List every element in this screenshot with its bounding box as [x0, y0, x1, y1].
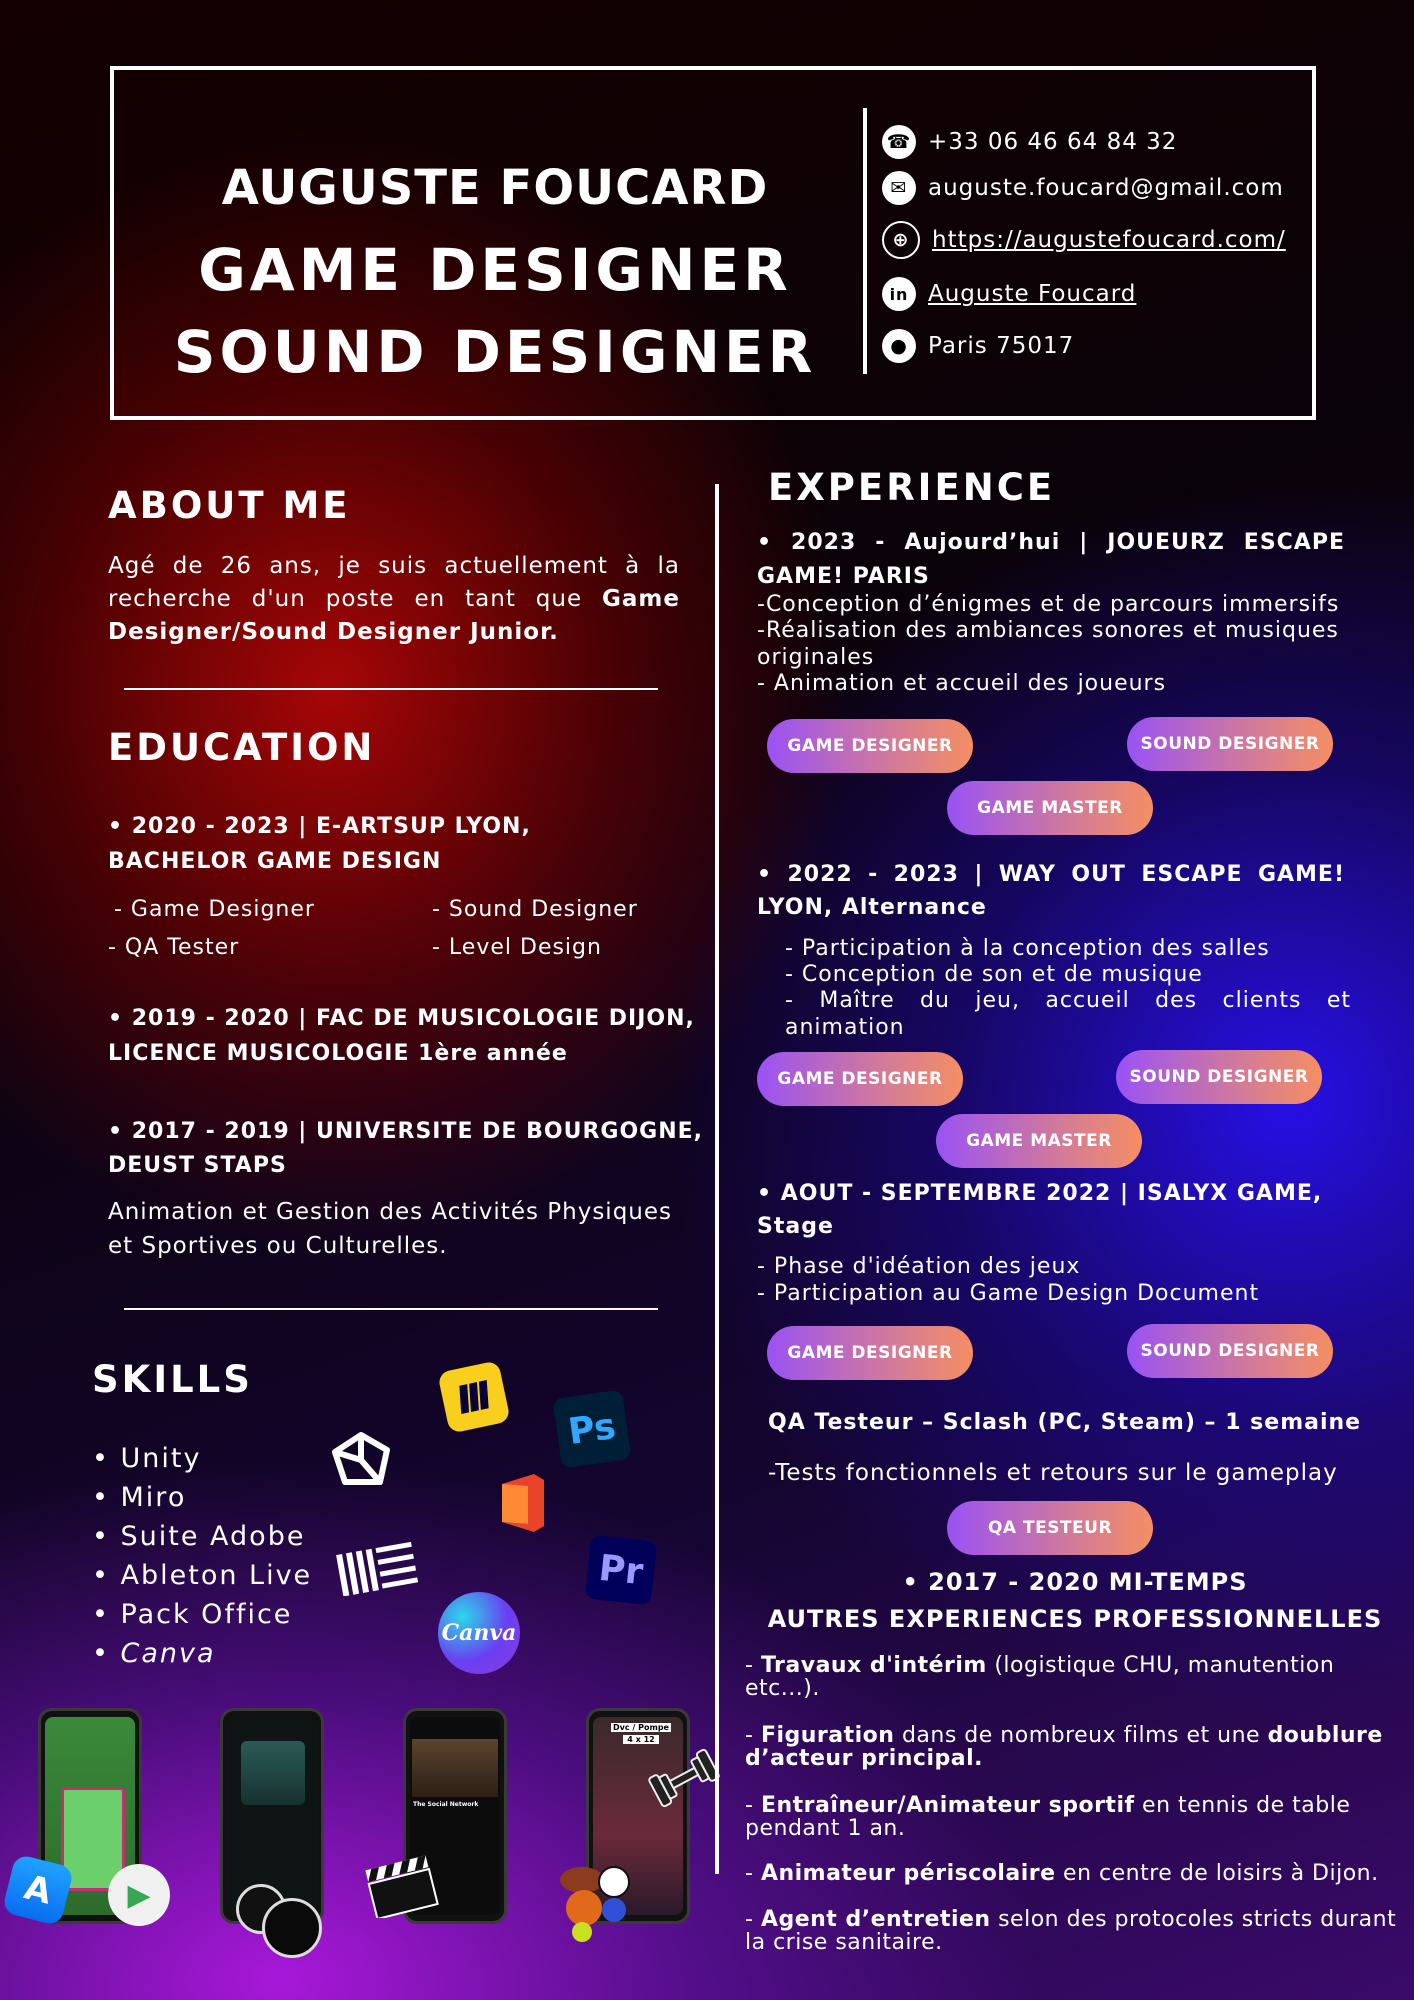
- edu-3-desc-2: et Sportives ou Culturelles.: [108, 1233, 448, 1259]
- other-exp-item: [745, 1794, 1405, 1840]
- about-divider: [124, 688, 658, 690]
- email-address: auguste.foucard@gmail.com: [928, 175, 1284, 201]
- miro-logo-icon: [437, 1360, 511, 1434]
- job-4-head: QA Testeur – Sclash (PC, Steam) – 1 semaine: [768, 1410, 1362, 1435]
- skills-title: SKILLS: [92, 1358, 253, 1401]
- job-1-head1: • 2023 - Aujourd’hui | JOUEURZ ESCAPE: [757, 530, 1345, 555]
- album-art: [241, 1741, 305, 1805]
- contact-phone: [882, 124, 1177, 160]
- other-exp-rest: dans de nombreux films et une: [894, 1723, 1268, 1748]
- other-exp-item: [745, 1862, 1405, 1885]
- website-link[interactable]: https://augustefoucard.com/: [932, 227, 1286, 253]
- column-divider: [715, 484, 719, 1874]
- edu-2-head2: LICENCE MUSICOLOGIE 1ère année: [108, 1041, 568, 1066]
- job-2-line-2: - Conception de son et de musique: [785, 962, 1203, 987]
- app-store-icon: A: [2, 1854, 75, 1927]
- job-3-head1: • AOUT - SEPTEMBRE 2022 | ISALYX GAME,: [757, 1181, 1323, 1206]
- tag-game-master: GAME MASTER: [947, 781, 1153, 835]
- clapperboard-icon: [364, 1852, 440, 1918]
- about-title: ABOUT ME: [108, 484, 351, 527]
- tag-sound-designer: SOUND DESIGNER: [1116, 1050, 1322, 1104]
- other-exp-bold: Agent d’entretien: [760, 1907, 991, 1932]
- edu-3-desc-1: Animation et Gestion des Activités Physiques: [108, 1199, 673, 1225]
- other-exp-bold-2: doublure d’acteur principal.: [745, 1723, 1383, 1771]
- other-exp-bold: Figuration: [760, 1723, 895, 1748]
- edu-2-head1: • 2019 - 2020 | FAC DE MUSICOLOGIE DIJON,: [108, 1006, 695, 1031]
- mail-icon: ✉: [882, 171, 916, 205]
- tag-sound-designer: SOUND DESIGNER: [1127, 1324, 1333, 1378]
- edu-1-head1: • 2020 - 2023 | E-ARTSUP LYON,: [108, 814, 531, 839]
- bullet-dash: -: [745, 1653, 761, 1678]
- education-divider: [124, 1308, 658, 1310]
- job-3-head2: Stage: [757, 1214, 834, 1239]
- edu-1-sub-2: - Sound Designer: [432, 897, 638, 922]
- job-1-head2: GAME! PARIS: [757, 564, 930, 589]
- workout-reps: 4 x 12: [623, 1735, 659, 1744]
- skill-unity: • Unity: [92, 1443, 202, 1474]
- job-2-head2: LYON, Alternance: [757, 895, 987, 920]
- role-title-1: GAME DESIGNER: [198, 236, 792, 304]
- other-exp-bold: Entraîneur/Animateur sportif: [760, 1793, 1135, 1818]
- location-pin-icon: ●: [882, 329, 916, 363]
- edu-3-head1: • 2017 - 2019 | UNIVERSITE DE BOURGOGNE,: [108, 1119, 704, 1144]
- job-3-line-1: - Phase d'idéation des jeux: [757, 1254, 1081, 1279]
- workout-title: Dvc / Pompe: [611, 1723, 671, 1732]
- other-exp-bold: Travaux d'intérim: [760, 1653, 987, 1678]
- skill-adobe: • Suite Adobe: [92, 1521, 306, 1552]
- phone-icon: ☎: [882, 125, 916, 159]
- vinyl-record-icon-2: [262, 1898, 322, 1958]
- job-2-line-1: - Participation à la conception des salles: [785, 936, 1270, 961]
- other-exp-item: [745, 1654, 1405, 1700]
- job-3-line-2: - Participation au Game Design Document: [757, 1281, 1260, 1306]
- contact-location: [882, 328, 1074, 364]
- tag-game-designer: GAME DESIGNER: [767, 719, 973, 773]
- experience-title: EXPERIENCE: [768, 466, 1056, 509]
- bullet-dash: -: [745, 1861, 761, 1886]
- contact-linkedin[interactable]: [882, 276, 1136, 312]
- office-logo-icon: [492, 1472, 552, 1534]
- bullet-dash: -: [745, 1793, 761, 1818]
- other-exp-rest: en centre de loisirs à Dijon.: [1055, 1861, 1379, 1886]
- about-text: [108, 550, 680, 649]
- education-title: EDUCATION: [108, 726, 376, 769]
- globe-icon: ⊕: [882, 221, 920, 259]
- tag-game-designer: GAME DESIGNER: [757, 1052, 963, 1106]
- dumbbell-icon: [648, 1748, 720, 1808]
- skill-ableton: • Ableton Live: [92, 1560, 313, 1591]
- edu-1-sub-1: - Game Designer: [114, 897, 315, 922]
- bullet-dash: -: [745, 1907, 761, 1932]
- job-2-line-3: - Maître du jeu, accueil des clients et: [785, 988, 1351, 1013]
- edu-1-head2: BACHELOR GAME DESIGN: [108, 849, 442, 874]
- bullet-dash: -: [745, 1723, 761, 1748]
- contact-email: [882, 170, 1284, 206]
- sports-balls-icon: [556, 1860, 642, 1942]
- play-store-icon: ▶: [108, 1864, 170, 1926]
- movie-poster: [412, 1739, 498, 1797]
- unity-logo-icon: [330, 1430, 392, 1490]
- other-exp-bold: Animateur périscolaire: [760, 1861, 1056, 1886]
- edu-3-head2: DEUST STAPS: [108, 1153, 287, 1178]
- phone-number: +33 06 46 64 84 32: [928, 129, 1178, 155]
- edu-1-sub-4: - Level Design: [432, 935, 602, 960]
- premiere-logo-icon: Pr: [585, 1535, 657, 1606]
- job-1-line-4: - Animation et accueil des joueurs: [757, 671, 1167, 696]
- location-text: Paris 75017: [928, 333, 1075, 359]
- ableton-logo-icon: [335, 1540, 421, 1596]
- tag-sound-designer: SOUND DESIGNER: [1127, 717, 1333, 771]
- candidate-name: AUGUSTE FOUCARD: [221, 160, 769, 216]
- other-exp-item: [745, 1908, 1405, 1954]
- skill-miro: • Miro: [92, 1482, 187, 1513]
- job-2-line-4: animation: [785, 1015, 905, 1040]
- photoshop-logo-icon: Ps: [552, 1389, 631, 1468]
- phone-screen-2: [227, 1717, 317, 1915]
- skill-office: • Pack Office: [92, 1599, 293, 1630]
- movie-title: The Social Network: [413, 1801, 479, 1808]
- other-exp-rest: (logistique CHU, manutention etc...).: [745, 1653, 1335, 1701]
- job-1-line-2: -Réalisation des ambiances sonores et musiques: [757, 618, 1339, 643]
- job-1-line-1: -Conception d’énigmes et de parcours immersifs: [757, 592, 1340, 617]
- linkedin-icon: in: [882, 277, 916, 311]
- tag-game-designer: GAME DESIGNER: [767, 1326, 973, 1380]
- other-exp-head2: AUTRES EXPERIENCES PROFESSIONNELLES: [767, 1605, 1383, 1633]
- other-exp-item: [745, 1724, 1405, 1770]
- contact-website[interactable]: [882, 222, 1286, 258]
- job-2-head1: • 2022 - 2023 | WAY OUT ESCAPE GAME!: [757, 862, 1345, 887]
- canva-logo-icon: Canva: [438, 1592, 520, 1674]
- linkedin-link[interactable]: Auguste Foucard: [928, 281, 1137, 307]
- tag-qa-testeur: QA TESTEUR: [947, 1501, 1153, 1555]
- role-title-2: SOUND DESIGNER: [173, 318, 817, 386]
- job-4-line: -Tests fonctionnels et retours sur le gameplay: [768, 1460, 1338, 1486]
- header-divider: [863, 108, 867, 374]
- tag-game-master: GAME MASTER: [936, 1114, 1142, 1168]
- job-1-line-3: originales: [757, 645, 875, 670]
- other-exp-head1: • 2017 - 2020 MI-TEMPS: [902, 1568, 1248, 1596]
- other-exp-rest: en tennis de table pendant 1 an.: [745, 1793, 1351, 1841]
- skill-canva: • Canva: [92, 1638, 216, 1669]
- about-text-bold: Game Designer/Sound Designer Junior.: [108, 586, 680, 645]
- edu-1-sub-3: - QA Tester: [108, 935, 240, 960]
- other-exp-rest: selon des protocoles stricts durant la crise sanitaire.: [745, 1907, 1397, 1955]
- about-text-plain: Agé de 26 ans, je suis actuellement à la recherche d'un poste en tant que: [108, 553, 680, 612]
